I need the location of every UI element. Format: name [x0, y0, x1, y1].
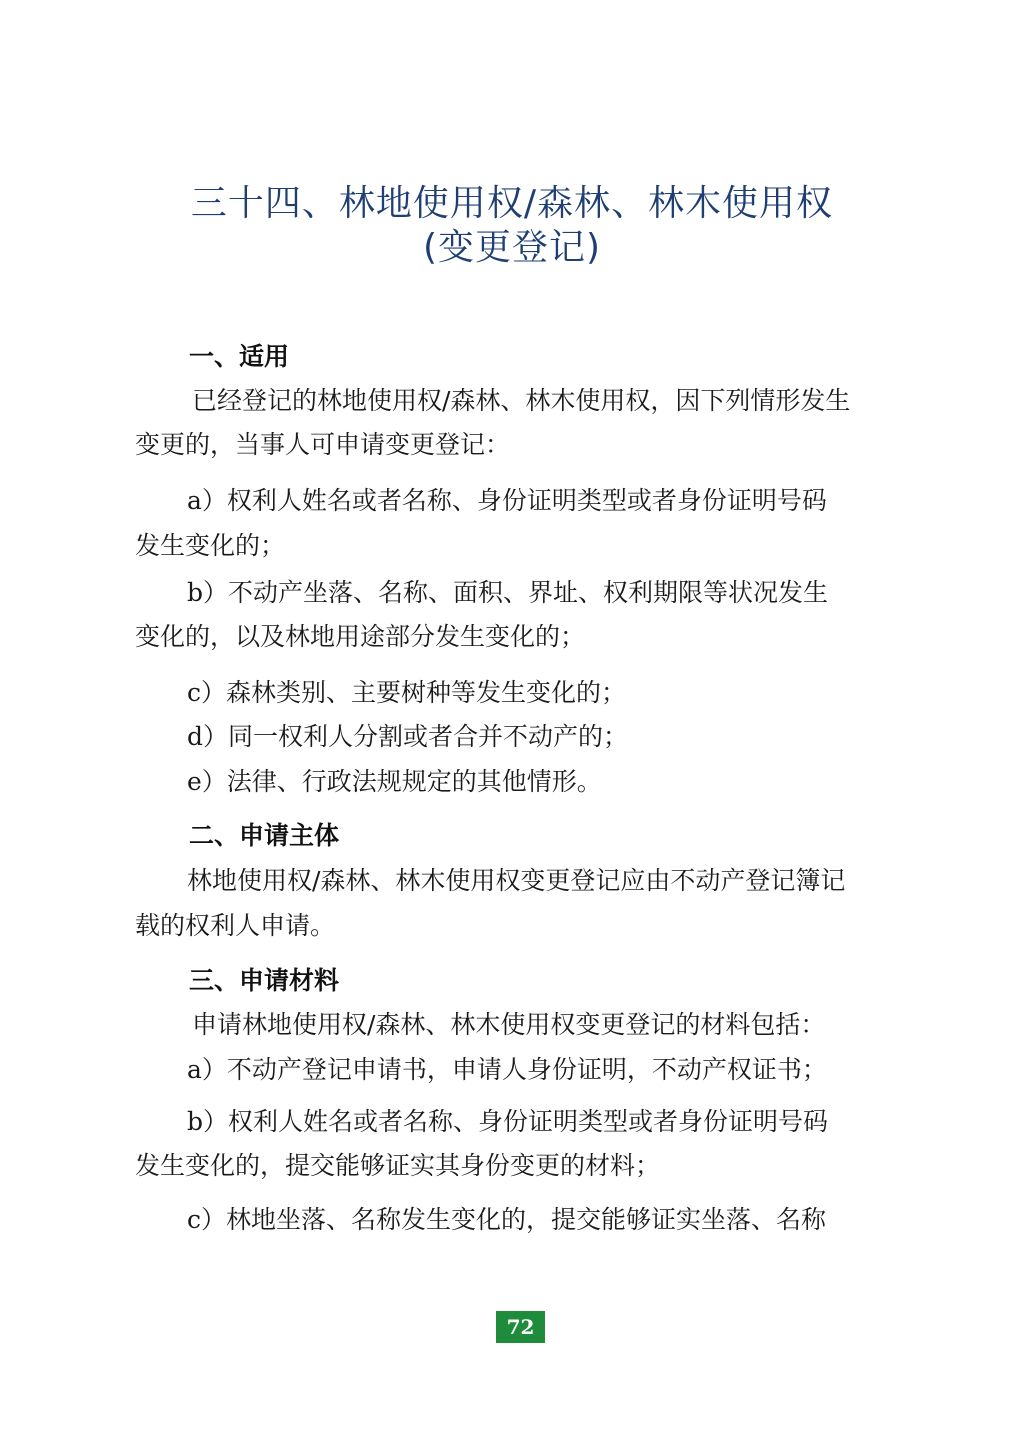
- list-item-text: 同一权利人分割或者合并不动产的；: [228, 722, 629, 751]
- list-marker: a）: [187, 1055, 227, 1084]
- list-item-text: 权利人姓名或者名称、身份证明类型或者身份证明号码: [228, 1107, 829, 1136]
- section-heading-applicant: 二、申请主体: [189, 821, 340, 850]
- page-title: 三十四、林地使用权/森林、林木使用权: [190, 183, 834, 224]
- paragraph-line: 申请林地使用权/森林、林木使用权变更登记的材料包括：: [192, 1010, 826, 1039]
- list-item: [187, 676, 626, 710]
- list-item: [187, 1053, 827, 1087]
- list-item-text: 森林类别、主要树种等发生变化的；: [226, 678, 627, 707]
- list-marker: a）: [187, 486, 227, 515]
- list-marker: e）: [187, 767, 227, 796]
- list-item: [187, 576, 828, 610]
- list-marker: d）: [187, 722, 229, 751]
- page-number-badge: 72: [496, 1311, 545, 1343]
- list-marker: b）: [187, 578, 229, 607]
- list-item-continuation: 发生变化的；: [135, 531, 286, 560]
- section-heading-materials: 三、申请材料: [189, 966, 340, 995]
- list-item: [187, 765, 602, 799]
- list-item: [187, 1203, 826, 1237]
- paragraph-line: 已经登记的林地使用权/森林、林木使用权，因下列情形发生: [192, 386, 851, 415]
- list-item-text: 法律、行政法规规定的其他情形。: [226, 767, 602, 796]
- paragraph-line: 载的权利人申请。: [135, 911, 336, 940]
- section-heading-applicability: 一、适用: [189, 342, 290, 371]
- list-marker: c）: [187, 678, 227, 707]
- list-item-text: 不动产坐落、名称、面积、界址、权利期限等状况发生: [228, 578, 829, 607]
- list-item-text: 不动产登记申请书，申请人身份证明，不动产权证书；: [226, 1055, 827, 1084]
- list-item-text: 权利人姓名或者名称、身份证明类型或者身份证明号码: [226, 486, 827, 515]
- paragraph-line: 林地使用权/森林、林木使用权变更登记应由不动产登记簿记: [187, 866, 846, 895]
- list-marker: b）: [187, 1107, 229, 1136]
- list-item: [187, 484, 827, 518]
- list-item: [187, 720, 628, 754]
- list-item-continuation: 发生变化的，提交能够证实其身份变更的材料；: [135, 1151, 661, 1180]
- list-item-continuation: 变化的，以及林地用途部分发生变化的；: [135, 622, 586, 651]
- paragraph-line: 变更的，当事人可申请变更登记：: [135, 430, 511, 459]
- list-item-text: 林地坐落、名称发生变化的，提交能够证实坐落、名称: [226, 1205, 827, 1234]
- list-marker: c）: [187, 1205, 227, 1234]
- list-item: [187, 1105, 828, 1139]
- page-subtitle: (变更登记): [422, 227, 602, 268]
